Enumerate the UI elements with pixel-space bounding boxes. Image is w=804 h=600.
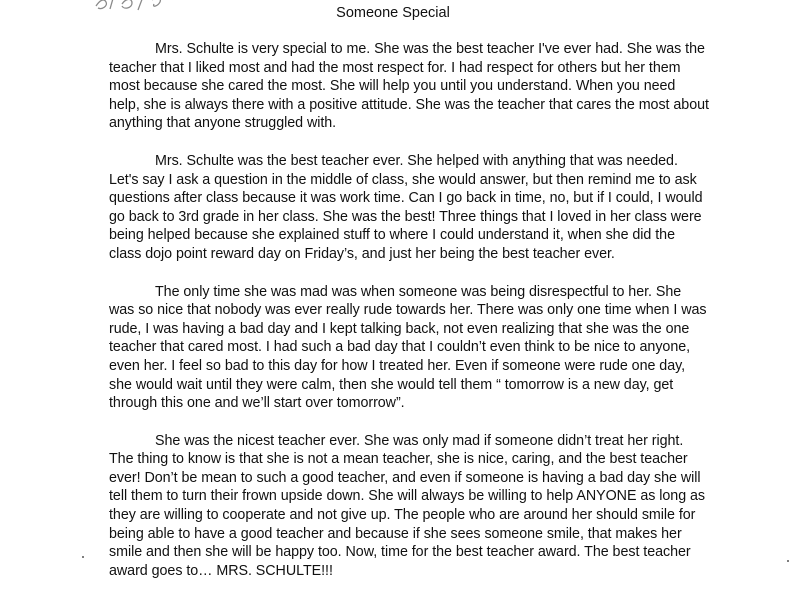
document-title: Someone Special	[336, 5, 450, 21]
paragraph: Mrs. Schulte was the best teacher ever. She helped with anything that was needed. Let's say I ask a question in the middle of class, she would answer, but then remind me to ask questions after class because it was work time. Can I go back in time, no, but if I could, I would go back to 3rd grade in her class. She was the best! Three things that I loved in her class were being helped because she explained stuff to where I could understand it, when she did the class dojo point reward day on Friday’s, and just her being the best teacher ever.	[109, 152, 703, 262]
paragraph: She was the nicest teacher ever. She was only mad if someone didn’t treat her right. The thing to know is that she is not a mean teacher, she is nice, caring, and the best teacher ever! Don’t be mean to such a good teacher, and even if someone is having a bad day she will tell them to turn their frown upside down. She will always be willing to help ANYONE as long as they are willing to cooperate and not give up. The people who are around her should smile for being able to have a good teacher and because if she sees someone smile, that makes her smile and then she will be happy too. Now, time for the best teacher award. The best teacher award goes to… MRS. SCHULTE!!!	[109, 432, 706, 579]
document-body	[109, 40, 709, 599]
paragraph: Mrs. Schulte is very special to me. She was the best teacher I've ever had. She was the teacher that I liked most and had the most respect for. I had respect for others but her them most because she cared the most. She will help you until you understand. When you need help, she is always there with a positive attitude. She was the teacher that cares the most about anything that anyone struggled with.	[109, 41, 709, 132]
scan-speck	[82, 556, 84, 558]
scan-speck	[787, 560, 789, 562]
paragraph: The only time she was mad was when someone was being disrespectful to her. She was so nice that nobody was ever really rude towards her. There was only one time when I was rude, I was having a bad day and I kept talking back, not even realizing that she was the one teacher that cared most. I had such a bad day that I couldn’t even think to be nice to anyone, even her. I feel so bad to this day for how I treated her. Even if someone were rude one day, she would wait until they were calm, then she would tell them “ tomorrow is a new day, get through this one and we’ll start over tomorrow”.	[109, 283, 707, 412]
